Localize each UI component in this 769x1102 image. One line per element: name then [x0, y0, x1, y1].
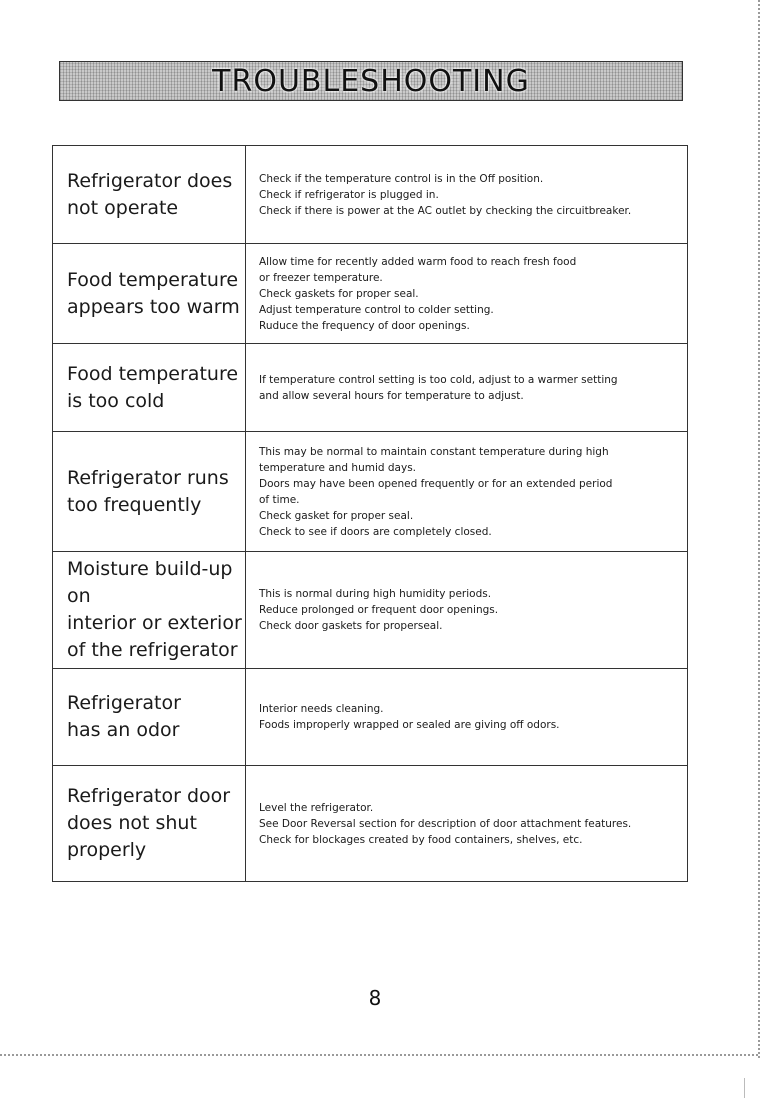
problem-line: Moisture build-up on	[67, 558, 233, 607]
problem-line: not operate	[67, 196, 179, 219]
scan-mark	[744, 1078, 745, 1098]
solution-cell	[246, 432, 687, 551]
solution-line: Check for blockages created by food containers, shelves, etc.	[259, 833, 583, 846]
solution-cell	[246, 244, 687, 343]
table-row	[53, 243, 687, 343]
table-row	[53, 668, 687, 765]
solution-line: Adjust temperature control to colder setting.	[259, 303, 494, 316]
problem-line: Refrigerator runs	[67, 466, 229, 489]
solution-line: Allow time for recently added warm food to reach fresh food	[259, 255, 577, 268]
problem-line: of the refrigerator	[67, 639, 238, 661]
solution-line: Check gasket for proper seal.	[259, 509, 414, 522]
solution-line: Check if there is power at the AC outlet by checking the circuitbreaker.	[259, 204, 632, 217]
problem-line: has an odor	[67, 719, 180, 741]
solution-cell	[246, 344, 687, 431]
solution-line: Check if the temperature control is in the Off position.	[259, 172, 544, 185]
solution-line: Reduce prolonged or frequent door openings.	[259, 604, 499, 616]
problem-line: Refrigerator door	[67, 785, 231, 807]
table-row	[53, 431, 687, 551]
troubleshooting-table	[52, 145, 688, 882]
solution-line: Doors may have been opened frequently or for an extended period	[259, 477, 613, 490]
page-edge-bottom	[0, 1054, 760, 1056]
page-edge-right	[758, 0, 760, 1060]
solution-cell	[246, 552, 687, 668]
page-number: 8	[368, 986, 382, 1010]
solution-line: or freezer temperature.	[259, 271, 383, 284]
solution-line: Foods improperly wrapped or sealed are giving off odors.	[259, 719, 560, 731]
solution-line: Check door gaskets for properseal.	[259, 620, 443, 632]
problem-line: properly	[67, 839, 147, 861]
solution-line: Level the refrigerator.	[259, 801, 374, 814]
problem-cell	[53, 552, 246, 668]
solution-line: This is normal during high humidity periods.	[259, 588, 492, 600]
problem-cell	[53, 669, 246, 765]
problem-cell	[53, 432, 246, 551]
solution-cell	[246, 766, 687, 881]
table-row	[53, 551, 687, 668]
solution-line: of time.	[259, 493, 300, 506]
problem-line: too frequently	[67, 493, 202, 516]
problem-line: Food temperature	[67, 268, 239, 291]
problem-line: does not shut	[67, 812, 197, 834]
page-title: TROUBLESHOOTING	[212, 63, 530, 99]
table-row	[53, 343, 687, 431]
solution-line: temperature and humid days.	[259, 461, 417, 474]
solution-line: Check gaskets for proper seal.	[259, 287, 419, 300]
problem-line: Refrigerator does	[67, 169, 233, 192]
problem-line: Refrigerator	[67, 692, 181, 714]
solution-line: Ruduce the frequency of door openings.	[259, 319, 470, 332]
problem-line: Food temperature	[67, 362, 239, 385]
problem-cell	[53, 146, 246, 243]
solution-line: Check to see if doors are completely closed.	[259, 525, 492, 538]
problem-cell	[53, 344, 246, 431]
solution-line: See Door Reversal section for description of door attachment features.	[259, 817, 632, 830]
solution-line: If temperature control setting is too cold, adjust to a warmer setting	[259, 373, 618, 386]
section-banner	[59, 61, 683, 101]
table-row	[53, 146, 687, 243]
solution-line: Check if refrigerator is plugged in.	[259, 188, 439, 201]
problem-cell	[53, 244, 246, 343]
solution-cell	[246, 146, 687, 243]
table-row	[53, 765, 687, 881]
solution-line: Interior needs cleaning.	[259, 703, 384, 715]
problem-line: is too cold	[67, 389, 165, 412]
solution-cell	[246, 669, 687, 765]
solution-line: and allow several hours for temperature to adjust.	[259, 389, 524, 402]
problem-line: interior or exterior	[67, 612, 242, 634]
solution-line: This may be normal to maintain constant temperature during high	[259, 445, 609, 458]
problem-line: appears too warm	[67, 295, 240, 318]
problem-cell	[53, 766, 246, 881]
